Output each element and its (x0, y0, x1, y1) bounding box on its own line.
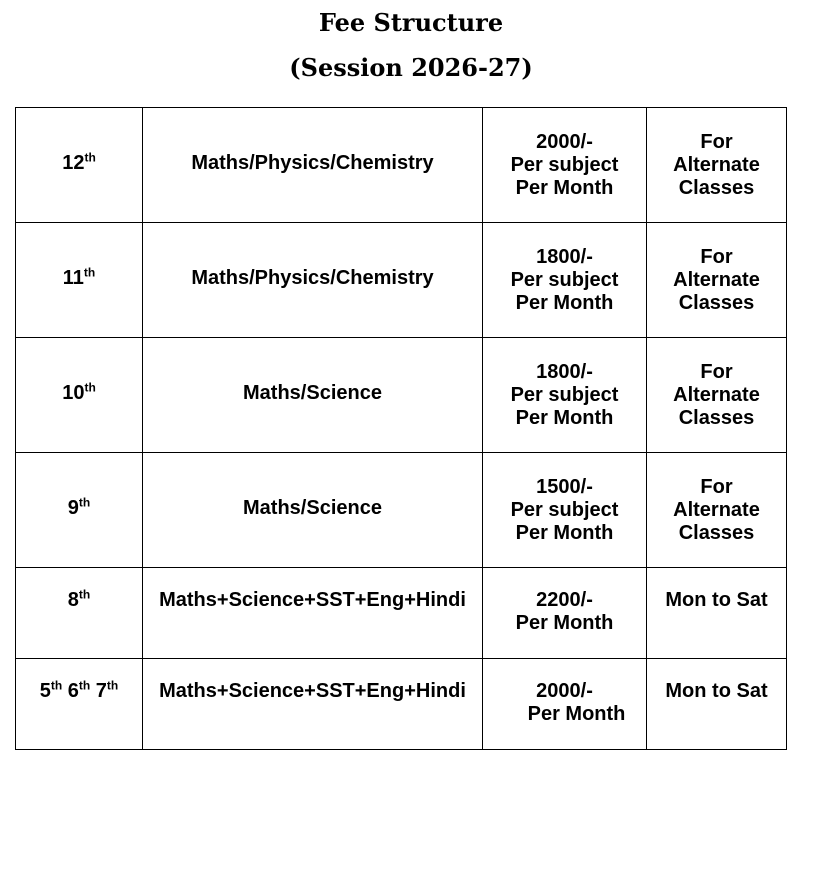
class-number: 8 (67, 589, 79, 611)
fee-line: Per Month (515, 291, 614, 314)
fee-line: Per Month (515, 406, 614, 429)
fee-line: 1800/- (536, 245, 593, 268)
class-number: 6 (67, 680, 79, 702)
schedule-cell (647, 568, 787, 659)
class-number: 9 (67, 496, 79, 519)
class-cell (16, 223, 143, 338)
class-cell (16, 108, 143, 223)
subjects-cell (143, 338, 483, 453)
schedule-line: Alternate (673, 383, 760, 406)
subjects-text: Maths/Physics/Chemistry (191, 151, 434, 174)
fee-line: 2000/- (536, 680, 593, 702)
schedule-line: Classes (678, 291, 755, 314)
schedule-cell (647, 659, 787, 750)
subjects-cell (143, 568, 483, 659)
fee-cell (483, 108, 647, 223)
fee-cell (483, 568, 647, 659)
class-suffix: th (106, 678, 119, 693)
fee-cell (483, 659, 647, 750)
class-suffix: th (84, 379, 96, 394)
fee-line: Per Month (515, 612, 614, 634)
subjects-cell (143, 453, 483, 568)
schedule-cell (647, 453, 787, 568)
class-suffix: th (84, 149, 96, 164)
class-suffix: th (83, 264, 96, 279)
class-suffix: th (50, 678, 63, 693)
table-row (16, 108, 787, 223)
document-title: Fee Structure (318, 8, 504, 37)
table-row (16, 453, 787, 568)
subjects-text: Maths/Science (243, 381, 382, 404)
schedule-line: Alternate (673, 268, 760, 291)
schedule-line: Alternate (673, 498, 760, 521)
class-number: 12 (62, 151, 85, 174)
class-number: 5 (39, 680, 51, 702)
schedule-line: Classes (678, 406, 755, 429)
class-cell (16, 453, 143, 568)
schedule-line: Classes (678, 176, 755, 199)
fee-line: Per subject (510, 268, 619, 291)
fee-cell (483, 338, 647, 453)
subjects-text: Maths+Science+SST+Eng+Hindi (159, 589, 466, 611)
fee-line: 1800/- (536, 360, 593, 383)
fee-line: Per Month (515, 176, 614, 199)
table-row (16, 338, 787, 453)
fee-cell (483, 453, 647, 568)
subjects-cell (143, 223, 483, 338)
subjects-text: Maths/Physics/Chemistry (191, 266, 434, 289)
class-cell (16, 659, 143, 750)
subjects-cell (143, 659, 483, 750)
schedule-cell (647, 338, 787, 453)
fee-line: 1500/- (536, 475, 593, 498)
fee-line: 2200/- (536, 589, 593, 611)
schedule-line: For (700, 130, 733, 153)
schedule-line: Alternate (673, 153, 760, 176)
subjects-text: Maths/Science (243, 496, 382, 519)
schedule-line: For (700, 360, 733, 383)
fee-line: 2000/- (536, 130, 593, 153)
session-subtitle: (Session 2026-27) (289, 53, 533, 82)
class-number: 10 (62, 381, 85, 404)
fee-line: Per subject (510, 153, 619, 176)
schedule-line: For (700, 475, 733, 498)
fee-line: Per Month (527, 703, 626, 725)
schedule-line: For (700, 245, 733, 268)
class-cell (16, 338, 143, 453)
subjects-text: Maths+Science+SST+Eng+Hindi (159, 680, 466, 702)
schedule-line: Mon to Sat (665, 680, 768, 702)
class-suffix: th (78, 494, 91, 509)
fee-line: Per subject (510, 498, 619, 521)
schedule-line: Mon to Sat (665, 589, 768, 611)
fee-cell (483, 223, 647, 338)
schedule-line: Classes (678, 521, 755, 544)
class-cell (16, 568, 143, 659)
subjects-cell (143, 108, 483, 223)
schedule-cell (647, 223, 787, 338)
class-number: 11 (62, 266, 84, 289)
table-row (16, 568, 787, 659)
fee-table (15, 107, 787, 750)
class-suffix: th (78, 587, 91, 602)
class-suffix: th (78, 678, 91, 693)
table-row (16, 223, 787, 338)
schedule-cell (647, 108, 787, 223)
class-number: 7 (95, 680, 107, 702)
fee-line: Per Month (515, 521, 614, 544)
fee-line: Per subject (510, 383, 619, 406)
table-row (16, 659, 787, 750)
